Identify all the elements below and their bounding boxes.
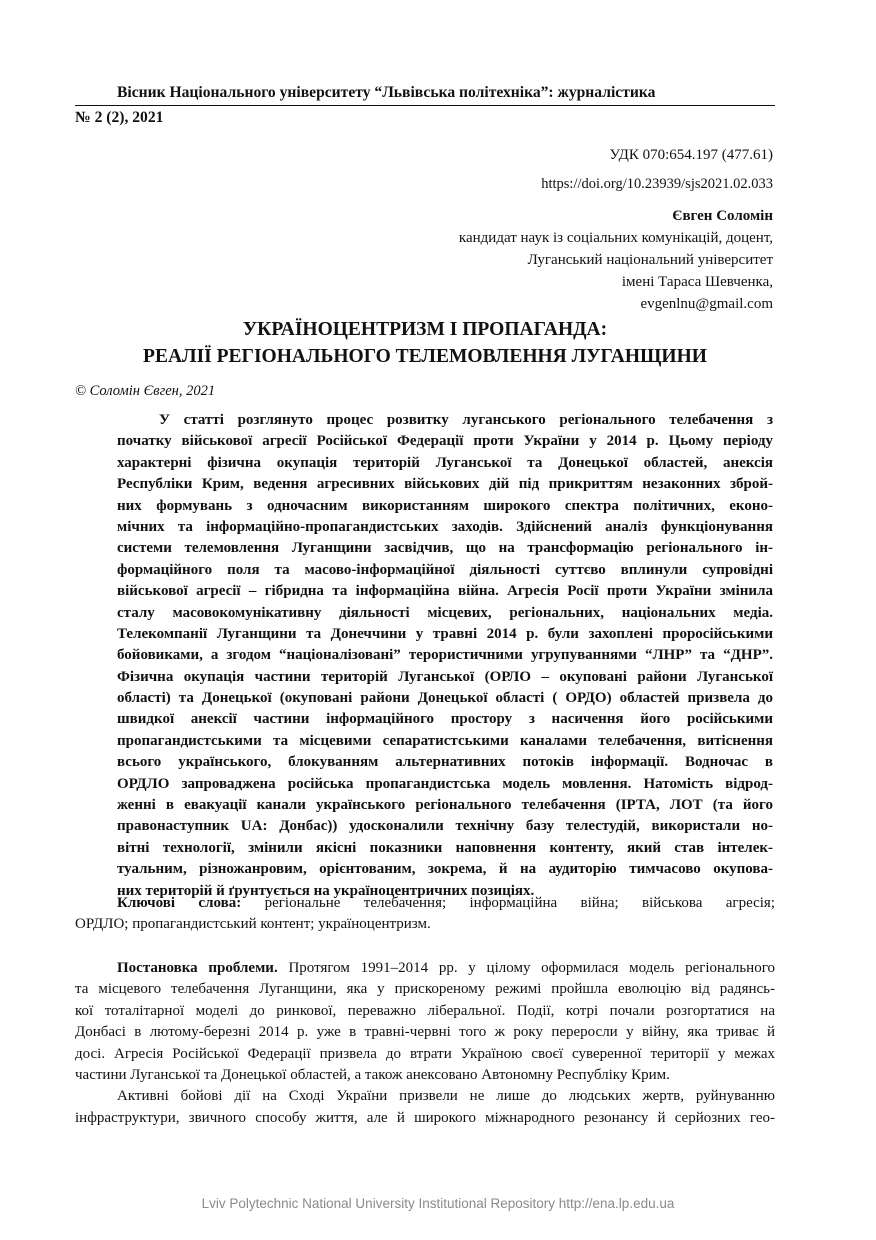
keywords-text-1: регіональне телебачення; інформаційна війна; військова агресія; — [241, 895, 775, 911]
abstract-line: ОРДЛО запроваджена російська пропагандистська модель мовлення. Натомість відрод- — [117, 775, 773, 792]
body-text — [75, 958, 775, 1129]
abstract-line: У статті розглянуто процес розвитку луганського регіонального телебачення з — [159, 412, 773, 428]
keywords-label: Ключові слова: — [117, 895, 242, 911]
header-rule — [75, 105, 775, 106]
author-email[interactable]: evgenlnu@gmail.com — [640, 296, 773, 312]
body-line: та місцевого телебачення Луганщини, яка у прискореному режимі пройшла еволюцію від радянсь- — [75, 981, 775, 998]
abstract-line: мічних та інформаційно-пропагандистських заходів. Здійснений аналіз функціонування — [117, 518, 773, 535]
body-line: частини Луганської та Донецької областей, а також анексовано Автономну Республіку Крим. — [75, 1066, 670, 1083]
repository-footer: Lviv Polytechnic National University Institutional Repository http://ena.lp.edu.ua — [201, 1196, 675, 1211]
abstract-line: Телекомпанії Луганщини та Донеччини у травні 2014 р. були захоплені проросійськими — [117, 625, 773, 642]
abstract-line: вітні технології, змінили якісні показники наповнення контенту, який став інтелек- — [117, 839, 773, 856]
article-title — [75, 316, 775, 370]
journal-title: Вісник Національного університету “Львівська політехніка”: журналістика — [117, 84, 656, 101]
abstract-line: туальним, різножанровим, орієнтованим, зокрема, й на аудиторію тимчасово окупова- — [117, 861, 773, 878]
copyright: © Соломін Євген, 2021 — [75, 383, 216, 399]
udc-code: УДК 070:654.197 (477.61) — [609, 147, 773, 163]
abstract-line: області) та Донецької (окуповані райони Донецької області ( ОРДО) областей призвела до — [117, 690, 773, 707]
abstract-line: них формувань з одночасним використанням широкого спектра політичних, еконо- — [117, 497, 773, 514]
abstract-line: них територій й ґрунтується на україноцентричних позиціях. — [117, 882, 535, 899]
author-degree: кандидат наук із соціальних комунікацій, доцент, — [458, 230, 773, 246]
title-line-1: УКРАЇНОЦЕНТРИЗМ І ПРОПАГАНДА: — [242, 319, 608, 340]
author-block — [459, 205, 773, 315]
doi-link[interactable]: https://doi.org/10.23939/sjs2021.02.033 — [541, 176, 773, 192]
author-name: Євген Соломін — [672, 208, 773, 224]
abstract-line: початку військової агресії Російської Федерації проти України у 2014 р. Цьому періоду — [117, 433, 773, 450]
abstract-line: характерні фізична окупація територій Луганської та Донецької областей, анексія — [117, 454, 773, 471]
keywords-line-1 — [75, 893, 775, 914]
abstract-line: військової агресії – гібридна та інформаційна війна. Агресія Росії проти України змінила — [117, 583, 773, 600]
body-line-lead — [75, 958, 775, 979]
abstract — [117, 410, 773, 902]
body-line: досі. Агресія Російської Федерації призвела до втрати Україною своєї суверенної території у межах — [75, 1045, 775, 1062]
author-university: Луганський національний університет — [527, 252, 773, 268]
abstract-line: Республіки Крим, ведення агресивних військових дій під прикриттям незаконних зброй- — [117, 476, 773, 493]
body-line: Донбасі в лютому-березні 2014 р. уже в травні-червні того ж року переросли у війну, яка триває й — [75, 1024, 775, 1041]
title-line-2: РЕАЛІЇ РЕГІОНАЛЬНОГО ТЕЛЕМОВЛЕННЯ ЛУГАНЩИНИ — [143, 346, 707, 367]
abstract-line: правонаступник UA: Донбас)) удосконалили технічну базу телестудій, використали но- — [117, 818, 773, 835]
body-para2-line-2: інфраструктури, звичного способу життя, але й широкого міжнародного резонансу й серйозних гео- — [75, 1109, 775, 1126]
abstract-line: формаційного поля та масово-інформаційної діяльності суттєво вплинули супровідні — [117, 561, 773, 578]
abstract-line: всього українського, блокуванням альтернативних потоків інформації. Водночас в — [117, 754, 773, 771]
body-line: кої тоталітарної моделі до ринкової, переважно ліберальної. Події, котрі почали розгортатися на — [75, 1002, 775, 1019]
issue-number: № 2 (2), 2021 — [75, 109, 164, 126]
abstract-line: швидкої анексії частини інформаційного простору з насичення його російськими — [117, 711, 773, 728]
abstract-line: пропагандистськими та місцевими сепаратистськими каналами телебачення, витіснення — [117, 732, 773, 749]
author-university-name: імені Тараса Шевченка, — [621, 274, 773, 290]
keywords — [75, 893, 775, 936]
body-para2-line-1: Активні бойові дії на Сході України призвели не лише до людських жертв, руйнуванню — [117, 1088, 775, 1105]
abstract-line: сталу масовокомунікативну діяльності місцевих, регіональних, національних медіа. — [117, 604, 773, 621]
abstract-line: системи телемовлення Луганщини засвідчив, що на трансформацію регіонального ін- — [117, 540, 773, 557]
abstract-line: Фізична окупація частини територій Луганської (ОРЛО – окуповані райони Луганської — [117, 668, 773, 685]
abstract-line: женні в евакуації канали українського регіонального телебачення (ІРТА, ЛОТ (та його — [117, 797, 773, 814]
body-lead-rest: Протягом 1991–2014 рр. у цілому оформилася модель регіонального — [277, 960, 775, 976]
keywords-line-2: ОРДЛО; пропагандистський контент; україноцентризм. — [75, 916, 431, 933]
problem-heading: Постановка проблеми. — [117, 960, 278, 976]
abstract-line: бойовиками, а згодом “націоналізовані” терористичними угрупуваннями “ЛНР” та “ДНР”. — [117, 647, 773, 664]
